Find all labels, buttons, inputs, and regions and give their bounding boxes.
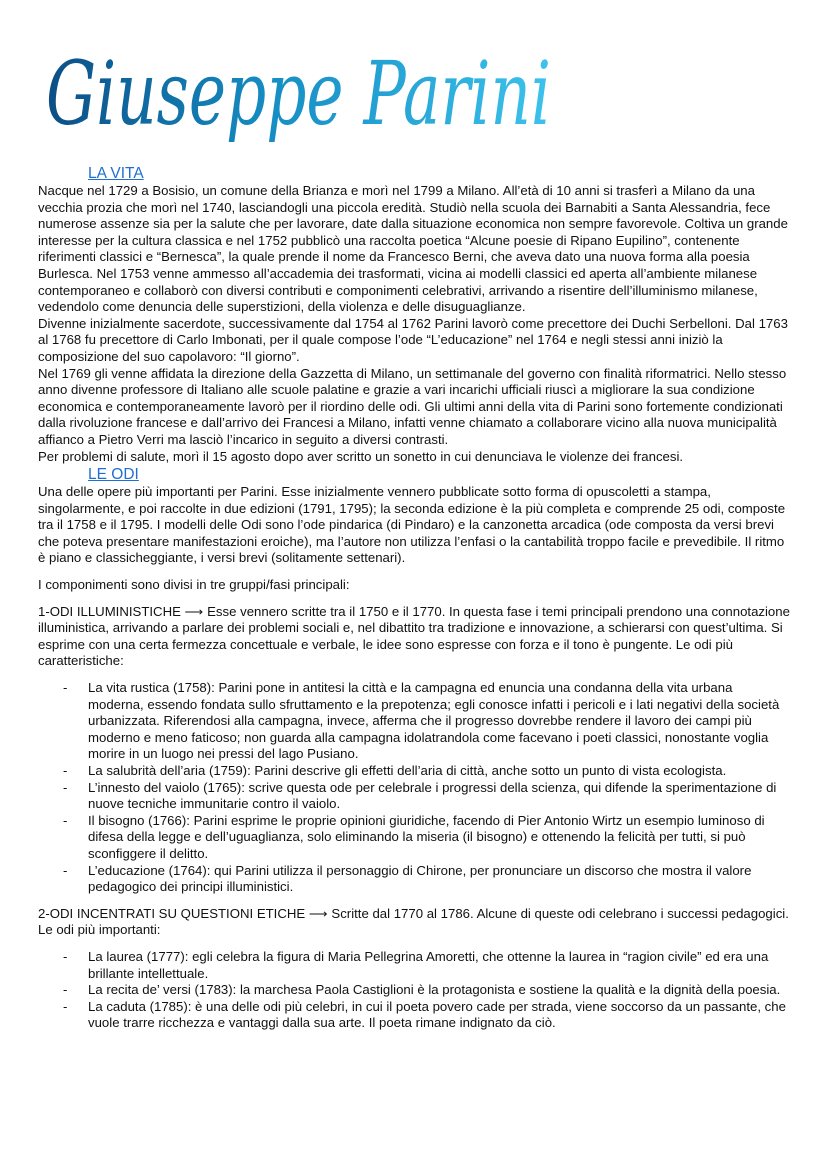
list-item-text: La recita de’ versi (1783): la marchesa Paola Castiglioni è la protagonista e sostiene la qualità e la dignità della poesia. (88, 982, 781, 998)
list-item-text: La laurea (1777): egli celebra la figura di Maria Pellegrina Amoretti, che ottenne la laurea in “ragion civile” ed era una brillante intellettuale. (88, 948, 769, 981)
vita-paragraph-3: Nel 1769 gli venne affidata la direzione della Gazzetta di Milano, un settimanale del governo con finalità riformatrici. Nello stesso anno divenne professore di Italiano alle scuole palatine e grazie a vari incarichi ufficiali riuscì a migliorare la sua condizione economica e contemporaneamente lavorò per il riordino delle odi. Gli ultimi anni della vita di Parini sono fortemente condizionati dalla rivoluzione francese e dall’arrivo dei Francesi a Milano, infatti venne chiamato a collaborare vicino alla nuova municipalità affianco a Pietro Verri ma lasciò l’incarico in seguito a diversi contrasti. (38, 365, 787, 447)
list-item (38, 780, 790, 813)
list-item-text: L’innesto del vaiolo (1765): scrive questa ode per celebrale i progressi della scienza, qui difende la sperimentazione di nuove tecniche immunitarie contro il vaiolo. (88, 779, 777, 812)
dash-bullet: - (63, 779, 68, 795)
list-item (38, 999, 790, 1032)
vita-paragraph-2: Divenne inizialmente sacerdote, successivamente dal 1754 al 1762 Parini lavorò come precettore dei Duchi Serbelloni. Dal 1763 al 1768 fu precettore di Carlo Imbonati, per il quale compose l’ode “L’educazione” nel 1764 e negli stessi anni iniziò la composizione del suo capolavoro: “Il giorno”. (38, 315, 788, 364)
list-item (38, 813, 790, 863)
group1-list (38, 680, 790, 896)
document-body (38, 164, 790, 1032)
list-item-text: La caduta (1785): è una delle odi più celebri, in cui il poeta povero cade per strada, viene soccorso da un passante, che vuole trarre ricchezza e vantaggi dalla sua arte. Il poeta rimane indignato da ciò. (88, 998, 786, 1031)
dash-bullet: - (63, 763, 68, 778)
group2-paragraph: 2-ODI INCENTRATI SU QUESTIONI ETICHE ⟶ Scritte dal 1770 al 1786. Alcune di queste odi celebrano i successi pedagogici. Le odi più importanti: (38, 905, 789, 938)
title-lettering (40, 6, 560, 166)
odi-intro-paragraph: Una delle opere più importanti per Parini. Esse inizialmente vennero pubblicate sotto forma di opuscoletti a stampa, singolarmente, e poi raccolte in due edizioni (1791, 1795); la seconda edizione è la più completa e comprende 25 odi, composte tra il 1758 e il 1795. I modelli delle Odi sono l’ode pindarica (di Pindaro) e la canzonetta arcadica (ode composta da versi brevi che poteva presentare manifestazioni eroiche), ma l’autore non utilizza l’enfasi o la cantabilità troppo facile e prevedibile. Il ritmo è piano e classicheggiante, i versi brevi (solitamente settenari). (38, 484, 786, 566)
group1-paragraph: 1-ODI ILLUMINISTICHE ⟶ Esse vennero scritte tra il 1750 e il 1770. In questa fase i temi principali prendono una connotazione illuministica, arrivando a parlare dei problemi sociali e, nel dibattito tra tradizione e innovazione, a schierarsi con quest’ultima. Si esprime con una certa fermezza concettuale e verbale, le idee sono espresse con forza e il tono è pungente. Le odi più caratteristiche: (38, 603, 790, 669)
dash-bullet: - (63, 998, 68, 1014)
heading-le-odi: LE ODI (88, 466, 139, 484)
list-item (38, 680, 790, 763)
dash-bullet: - (63, 982, 68, 998)
heading-la-vita: LA VITA (88, 165, 144, 182)
dash-bullet: - (63, 862, 68, 878)
dash-bullet: - (63, 812, 68, 828)
list-item-text: La vita rustica (1758): Parini pone in antitesi la città e la campagna ed enuncia una condanna della vita urbana moderna, essendo fondata sullo sfruttamento e la prepotenza; egli conosce infatti i pericoli e i lati negativi della società urbanizzata. Riferendosi alla campagna, invece, afferma che il progresso dovrebbe rendere il lavoro dei campi più moderno e meno faticoso; non guarda alla campagna idolatrandola come facevano i poeti classici, nonostante voglia morire in un luogo nei pressi del lago Pusiano. (88, 680, 780, 762)
list-item (38, 863, 790, 896)
group2-list (38, 949, 790, 1032)
list-item-text: Il bisogno (1766): Parini esprime le proprie opinioni giuridiche, facendo di Pier Antonio Wirtz un esempio luminoso di difesa della legge e dell’uguaglianza, solo eliminando la miseria (il bisogno) e ottenendo la felicità per tutti, si può sconfiggere il delitto. (88, 812, 765, 861)
dash-bullet: - (63, 948, 68, 964)
odi-groups-intro: I componimenti sono divisi in tre gruppi/fasi principali: (38, 577, 350, 593)
page-title: Giuseppe Parini (46, 42, 551, 145)
list-item-text: L’educazione (1764): qui Parini utilizza il personaggio di Chirone, per pronunciare un discorso che mostra il valore pedagogico dei principi illuministici. (88, 862, 752, 895)
list-item (38, 982, 790, 999)
vita-paragraph-4: Per problemi di salute, morì il 15 agosto dopo aver scritto un sonetto in cui denunciava le violenze dei francesi. (38, 448, 684, 464)
list-item-text: La salubrità dell’aria (1759): Parini descrive gli effetti dell’aria di città, anche sotto un punto di vista ecologista. (88, 763, 727, 778)
list-item (38, 763, 790, 780)
title-svg (40, 6, 560, 166)
dash-bullet: - (63, 680, 68, 696)
list-item (38, 949, 790, 982)
vita-paragraph-1: Nacque nel 1729 a Bosisio, un comune della Brianza e morì nel 1799 a Milano. All’età di 10 anni si trasferì a Milano da una vecchia prozia che morì nel 1740, lasciandogli una piccola eredità. Studiò nella scuola dei Barnabiti a Santa Alessandria, fece numerose assenze sia per la salute che per lavorare, date dalla situazione economica non sempre favorevole. Coltiva un grande interesse per la cultura classica e nel 1752 pubblicò una raccolta poetica “Alcune poesie di Ripano Eupilino”, contenente riferimenti classici e “Bernesca”, la quale prende il nome da Francesco Berni, che aveva dato una nuova forma alla poesia Burlesca. Nel 1753 venne ammesso all’accademia dei trasformati, vicina ai modelli classici ed aperta all’ambiente milanese contemporaneo e collaborò con diversi contributi e componimenti celebrativi, arrivando a risentire dell’illuminismo milanese, vedendolo come denuncia delle superstizioni, della violenza e delle disuguaglianze. (38, 183, 788, 315)
